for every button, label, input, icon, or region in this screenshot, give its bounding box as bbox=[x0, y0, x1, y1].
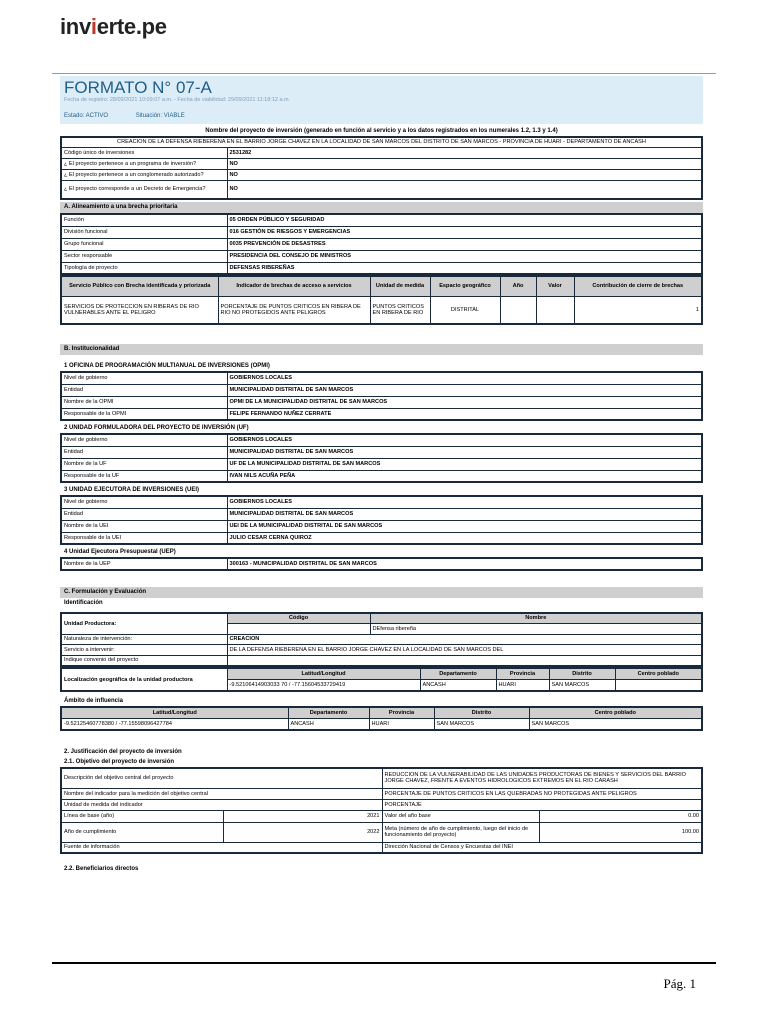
opmi-table bbox=[60, 371, 703, 421]
uei-title: 3 UNIDAD EJECUTORA DE INVERSIONES (UEI) bbox=[64, 487, 200, 493]
row-value: PORCENTAJE bbox=[382, 799, 702, 810]
row-value: CREACION bbox=[227, 634, 702, 644]
row-value: 016 GESTIÓN DE RIESGOS Y EMERGENCIAS bbox=[227, 226, 702, 238]
gap-header: Contribución de cierre de brechas bbox=[574, 276, 702, 296]
gap-table bbox=[60, 275, 703, 325]
gap-header: Indicador de brechas de acceso a servicios bbox=[218, 276, 370, 296]
gap-header: Espacio geográfico bbox=[430, 276, 500, 296]
invierte-logo: invierte.pe bbox=[60, 14, 167, 39]
project-name: CREACION DE LA DEFENSA RIEBERENA EN EL BARRIO JORGE CHAVEZ EN LA LOCALIDAD DE SAN MARCOS DEL DISTRITO DE SAN MARCOS - PROVINCIA DE HUARI - DEPARTAMENTO DE ANCASH bbox=[61, 137, 702, 147]
row-label: Naturaleza de intervención: bbox=[61, 634, 227, 644]
row-label: Nombre de la UF bbox=[61, 458, 227, 470]
row-label: Entidad bbox=[61, 384, 227, 396]
row-value: 300163 - MUNICIPALIDAD DISTRITAL DE SAN MARCOS bbox=[227, 558, 702, 570]
row-label: ¿ El proyecto corresponde a un Decreto de Emergencia? bbox=[61, 180, 227, 199]
meta-label: Meta (número de año de cumplimiento, luego del inicio de funcionamiento del proyecto) bbox=[382, 822, 539, 842]
row-value: NO bbox=[227, 180, 702, 199]
row-label: ¿ El proyecto pertenece a un programa de inversión? bbox=[61, 158, 227, 169]
uf-title: 2 UNIDAD FORMULADORA DEL PROYECTO DE INVERSIÓN (UF) bbox=[64, 425, 249, 431]
row-value: 2531282 bbox=[227, 147, 702, 158]
section-a-title: A. Alineamiento a una brecha prioritaria bbox=[60, 202, 703, 213]
section-b-title: B. Institucionalidad bbox=[60, 344, 703, 355]
loc-cell: HUARI bbox=[496, 679, 549, 691]
uep-table bbox=[60, 557, 703, 571]
row-value: NO bbox=[227, 169, 702, 180]
project-table bbox=[60, 136, 703, 200]
gap-cell: DISTRITAL bbox=[430, 296, 500, 324]
ambito-header: Departamento bbox=[288, 707, 369, 718]
loc-cell: SAN MARCOS bbox=[549, 679, 615, 691]
row-label: Entidad bbox=[61, 446, 227, 458]
cumplimiento-label: Año de cumplimiento bbox=[61, 822, 223, 842]
location-table bbox=[60, 667, 703, 692]
row-label: Nivel de gobierno bbox=[61, 434, 227, 446]
row-value: UF DE LA MUNICIPALIDAD DISTRITAL DE SAN MARCOS bbox=[227, 458, 702, 470]
row-label: Código único de inversiones bbox=[61, 147, 227, 158]
opmi-title: 1 OFICINA DE PROGRAMACIÓN MULTIANUAL DE INVERSIONES (OPMI) bbox=[64, 363, 270, 369]
row-value: REDUCCION DE LA VULNERABILIDAD DE LAS UNIDADES PRODUCTORAS DE BIENES Y SERVICIOS DEL BARRIO JORGE CHAVEZ, FRENTE A EVENTOS HIDROLOGICOS EXTREMOS EN EL RIO CARASH bbox=[382, 768, 702, 788]
registration-dates: Fecha de registro: 28/09/2021 10:09:07 a.m. - Fecha de viabilidad: 29/09/2021 11:18:12 a.m. bbox=[64, 97, 291, 103]
meta-value: 100.00 bbox=[539, 822, 702, 842]
fuente-value: Dirección Nacional de Censos y Encuestas del INEI bbox=[382, 842, 702, 853]
row-label: Nombre de la UEP bbox=[61, 558, 227, 570]
gap-header: Unidad de medida bbox=[370, 276, 430, 296]
location-label: Localización geográfica de la unidad productora bbox=[61, 668, 227, 691]
row-label: Servicio a intervenir: bbox=[61, 644, 227, 655]
row-label: Responsable de la UF bbox=[61, 470, 227, 482]
row-label: Grupo funcional bbox=[61, 238, 227, 250]
alignment-table bbox=[60, 213, 703, 275]
row-value: DE LA DEFENSA RIEBERENA EN EL BARRIO JORGE CHAVEZ EN LA LOCALIDAD DE SAN MARCOS DEL bbox=[227, 644, 702, 655]
row-value: IVAN NILS ACUÑA PEÑA bbox=[227, 470, 702, 482]
row-value: MUNICIPALIDAD DISTRITAL DE SAN MARCOS bbox=[227, 384, 702, 396]
ambito-header: Centro poblado bbox=[529, 707, 702, 718]
base-value-label: Valor del año base bbox=[382, 810, 539, 822]
loc-cell: ANCASH bbox=[420, 679, 496, 691]
row-value: 05 ORDEN PÚBLICO Y SEGURIDAD bbox=[227, 214, 702, 226]
row-value: GOBIERNOS LOCALES bbox=[227, 496, 702, 508]
status-line bbox=[64, 113, 211, 119]
format-header bbox=[60, 76, 703, 124]
row-value: UEI DE LA MUNICIPALIDAD DISTRITAL DE SAN MARCOS bbox=[227, 520, 702, 532]
cumplimiento-year: 2022 bbox=[223, 822, 382, 842]
row-label: División funcional bbox=[61, 226, 227, 238]
loc-header: Distrito bbox=[549, 668, 615, 679]
objective-table bbox=[60, 767, 703, 854]
footer-divider bbox=[52, 962, 716, 964]
document-body bbox=[60, 127, 703, 874]
row-label: Nombre de la UEI bbox=[61, 520, 227, 532]
gap-header: Año bbox=[500, 276, 536, 296]
uei-table bbox=[60, 495, 703, 545]
gap-header: Servicio Público con Brecha identificada y priorizada bbox=[61, 276, 218, 296]
gap-cell: SERVICIOS DE PROTECCION EN RIBERAS DE RIO VULNERABLES ANTE EL PELIGRO bbox=[61, 296, 218, 324]
row-value: NO bbox=[227, 158, 702, 169]
row-label: Nombre del indicador para la medición del objetivo central bbox=[61, 788, 382, 799]
row-value: GOBIERNOS LOCALES bbox=[227, 434, 702, 446]
base-year-label: Línea de base (año) bbox=[61, 810, 223, 822]
loc-header: Provincia bbox=[496, 668, 549, 679]
base-value: 0.00 bbox=[539, 810, 702, 822]
loc-header: Centro poblado bbox=[615, 668, 702, 679]
ambito-cell: SAN MARCOS bbox=[434, 718, 529, 730]
row-value: OPMI DE LA MUNICIPALIDAD DISTRITAL DE SAN MARCOS bbox=[227, 396, 702, 408]
row-label: Unidad de medida del indicador bbox=[61, 799, 382, 810]
base-year-value: 2021 bbox=[223, 810, 382, 822]
row-label: Responsable de la OPMI bbox=[61, 408, 227, 420]
ambito-title: Ámbito de influencia bbox=[64, 698, 124, 704]
row-value: DEFENSAS RIBEREÑAS bbox=[227, 262, 702, 274]
row-label: Indique convenio del proyecto bbox=[61, 655, 227, 666]
situacion-label: Situación: VIABLE bbox=[135, 113, 185, 119]
beneficiarios-title: 2.2. Beneficiarios directos bbox=[64, 866, 139, 872]
identificacion-title: Identificación bbox=[64, 600, 103, 606]
row-value: JULIO CESAR CERNA QUIROZ bbox=[227, 532, 702, 544]
row-value: FELIPE FERNANDO NUÑEZ CERRATE bbox=[227, 408, 702, 420]
unidad-nombre: DEfensa ribereña bbox=[370, 623, 702, 634]
gap-cell: PORCENTAJE DE PUNTOS CRITICOS EN RIBERA DE RIO NO PROTEGIDOS ANTE PELIGROS bbox=[218, 296, 370, 324]
objetivo-title: 2.1. Objetivo del proyecto de inversión bbox=[64, 759, 175, 765]
top-divider bbox=[52, 73, 716, 74]
gap-cell: 1 bbox=[574, 296, 702, 324]
ambito-cell: -9.52125460778380 / -77.15598096427784 bbox=[61, 718, 288, 730]
row-label: Nivel de gobierno bbox=[61, 372, 227, 384]
uf-table bbox=[60, 433, 703, 483]
unidad-productora-label: Unidad Productora: bbox=[61, 613, 227, 634]
row-label: Responsable de la UEI bbox=[61, 532, 227, 544]
row-label: Entidad bbox=[61, 508, 227, 520]
gap-cell bbox=[500, 296, 536, 324]
ambito-table bbox=[60, 706, 703, 731]
format-title: FORMATO N° 07-A bbox=[64, 78, 212, 97]
ambito-header: Provincia bbox=[369, 707, 434, 718]
row-label: Descripción del objetivo central del proyecto bbox=[61, 768, 382, 788]
ambito-cell: ANCASH bbox=[288, 718, 369, 730]
unidad-codigo bbox=[227, 623, 370, 634]
ambito-cell: SAN MARCOS bbox=[529, 718, 702, 730]
row-value: MUNICIPALIDAD DISTRITAL DE SAN MARCOS bbox=[227, 508, 702, 520]
justificacion-title: 2. Justificación del proyecto de inversión bbox=[64, 749, 182, 755]
row-value: MUNICIPALIDAD DISTRITAL DE SAN MARCOS bbox=[227, 446, 702, 458]
loc-header: Latitud/Longitud bbox=[227, 668, 420, 679]
row-label: Tipología de proyecto bbox=[61, 262, 227, 274]
row-value: 0035 PREVENCIÓN DE DESASTRES bbox=[227, 238, 702, 250]
row-value: PORCENTAJE DE PUNTOS CRITICOS EN LAS QUEBRADAS NO PROTEGIDAS ANTE PELIGROS bbox=[382, 788, 702, 799]
codigo-header: Código bbox=[227, 613, 370, 623]
row-value: PRESIDENCIA DEL CONSEJO DE MINISTROS bbox=[227, 250, 702, 262]
estado-label: Estado: ACTIVO bbox=[64, 113, 109, 119]
loc-header: Departamento bbox=[420, 668, 496, 679]
project-name-caption: Nombre del proyecto de inversión (generado en función al servicio y a los datos registrados en los numerales 1.2, 1.3 y 1.4) bbox=[205, 128, 558, 134]
loc-cell: -9.52106414903033 70 / -77.15604533729419 bbox=[227, 679, 420, 691]
ambito-header: Latitud/Longitud bbox=[61, 707, 288, 718]
gap-header: Valor bbox=[536, 276, 574, 296]
gap-cell: PUNTOS CRITICOS EN RIBERA DE RIO bbox=[370, 296, 430, 324]
ambito-header: Distrito bbox=[434, 707, 529, 718]
nombre-header: Nombre bbox=[370, 613, 702, 623]
ambito-cell: HUARI bbox=[369, 718, 434, 730]
fuente-label: Fuente de información bbox=[61, 842, 382, 853]
row-label: ¿ El proyecto pertenece a un conglomerado autorizado? bbox=[61, 169, 227, 180]
row-label: Función bbox=[61, 214, 227, 226]
row-label: Nombre de la OPMI bbox=[61, 396, 227, 408]
row-label: Sector responsable bbox=[61, 250, 227, 262]
loc-cell bbox=[615, 679, 702, 691]
row-label: Nivel de gobierno bbox=[61, 496, 227, 508]
uep-title: 4 Unidad Ejecutora Presupuestal (UEP) bbox=[64, 549, 176, 555]
section-c-title: C. Formulación y Evaluación bbox=[60, 587, 703, 598]
row-value bbox=[227, 655, 702, 666]
gap-cell bbox=[536, 296, 574, 324]
row-value: GOBIERNOS LOCALES bbox=[227, 372, 702, 384]
identification-table bbox=[60, 612, 703, 667]
page-number: Pág. 1 bbox=[663, 976, 696, 991]
